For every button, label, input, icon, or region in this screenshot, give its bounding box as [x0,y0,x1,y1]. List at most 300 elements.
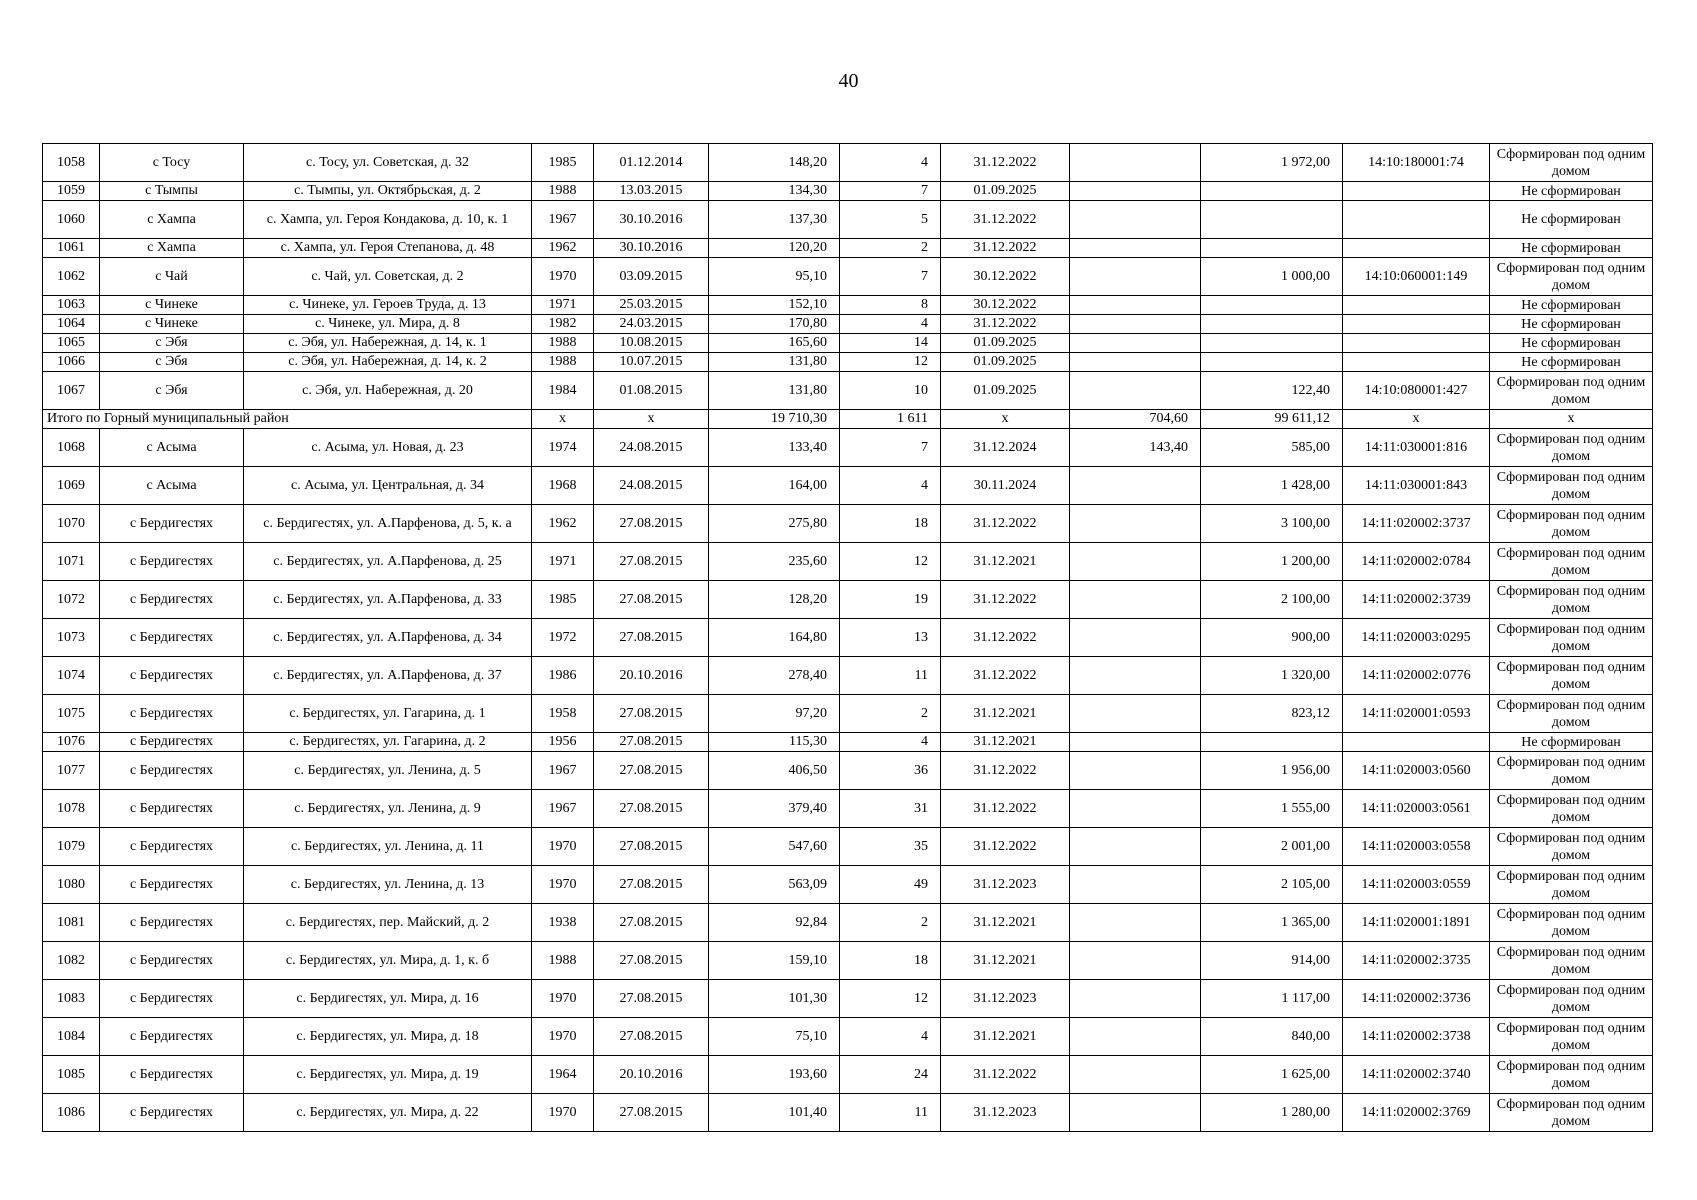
cell-status: Сформирован под одним домом [1490,1056,1653,1094]
cell-address: с. Асыма, ул. Центральная, д. 34 [244,467,532,505]
cell-year: 1970 [532,980,594,1018]
cell-deadline: 31.12.2022 [941,201,1070,239]
housing-registry-table [42,143,1653,1132]
cell-settlement: с Бердигестях [100,1018,244,1056]
cell-settlement: с Эбя [100,334,244,353]
cell-year: 1967 [532,201,594,239]
table-row [43,581,1653,619]
cell-number: 1084 [43,1018,100,1056]
cell-cadastral-number: 14:11:020002:0784 [1343,543,1490,581]
cell-year: 1984 [532,372,594,410]
cell-area: 406,50 [709,752,840,790]
cell-residents: 4 [840,733,941,752]
table-row [43,543,1653,581]
cell-area: 92,84 [709,904,840,942]
cell-address: с. Чинеке, ул. Героев Труда, д. 13 [244,296,532,315]
cell-settlement: с Бердигестях [100,1056,244,1094]
cell-address: с. Чинеке, ул. Мира, д. 8 [244,315,532,334]
cell-amount-a [1070,790,1201,828]
cell-deadline: 31.12.2022 [941,752,1070,790]
cell-status: Сформирован под одним домом [1490,581,1653,619]
cell-number: 1069 [43,467,100,505]
cell-cadastral-number: 14:11:030001:816 [1343,429,1490,467]
table-row [43,695,1653,733]
cell-area: 101,30 [709,980,840,1018]
cell-deadline: 31.12.2021 [941,543,1070,581]
cell-deadline: 31.12.2021 [941,695,1070,733]
cell-year: 1970 [532,828,594,866]
cell-area: 235,60 [709,543,840,581]
cell-residents: 13 [840,619,941,657]
cell-status: Сформирован под одним домом [1490,866,1653,904]
cell-deadline: 31.12.2024 [941,429,1070,467]
cell-number: 1063 [43,296,100,315]
cell-settlement: с Чай [100,258,244,296]
cell-amount-b: 1 320,00 [1201,657,1343,695]
cell-residents: 4 [840,1018,941,1056]
cell-deadline: 31.12.2021 [941,904,1070,942]
cell-deadline: 30.12.2022 [941,258,1070,296]
cell-area: 128,20 [709,581,840,619]
cell-year: 1970 [532,1094,594,1132]
cell-year: 1970 [532,1018,594,1056]
cell-cadastral-number: 14:11:020002:0776 [1343,657,1490,695]
table-row [43,942,1653,980]
cell-cadastral-number [1343,334,1490,353]
cell-amount-b: 1 117,00 [1201,980,1343,1018]
cell-cadastral-number: 14:11:020002:3740 [1343,1056,1490,1094]
cell-deadline: 01.09.2025 [941,182,1070,201]
cell-number: 1059 [43,182,100,201]
cell-amount-b: 1 365,00 [1201,904,1343,942]
cell-date: 27.08.2015 [594,828,709,866]
cell-amount-b: 2 100,00 [1201,581,1343,619]
cell-area: 379,40 [709,790,840,828]
cell-date: 01.08.2015 [594,372,709,410]
cell-area: 133,40 [709,429,840,467]
table-row [43,657,1653,695]
cell-amount-b [1201,733,1343,752]
cell-settlement: с Бердигестях [100,942,244,980]
cell-address: с. Бердигестях, ул. А.Парфенова, д. 33 [244,581,532,619]
cell-amount-b: 823,12 [1201,695,1343,733]
cell-amount-a [1070,239,1201,258]
cell-amount-b [1201,239,1343,258]
cell-status: Не сформирован [1490,334,1653,353]
cell-amount-b: 585,00 [1201,429,1343,467]
cell-amount-a [1070,144,1201,182]
cell-date: 27.08.2015 [594,980,709,1018]
cell-amount-a [1070,353,1201,372]
cell-amount-b: 1 956,00 [1201,752,1343,790]
cell-number: 1086 [43,1094,100,1132]
cell-settlement: с Бердигестях [100,904,244,942]
cell-amount-b: 1 000,00 [1201,258,1343,296]
cell-year: 1938 [532,904,594,942]
cell-amount-a [1070,695,1201,733]
cell-status: Не сформирован [1490,239,1653,258]
cell-date: 27.08.2015 [594,866,709,904]
cell-status: Сформирован под одним домом [1490,372,1653,410]
cell-date: 27.08.2015 [594,505,709,543]
cell-status: Не сформирован [1490,182,1653,201]
cell-status: Сформирован под одним домом [1490,904,1653,942]
cell-amount-a [1070,581,1201,619]
cell-area: 19 710,30 [709,410,840,429]
cell-amount-a: 143,40 [1070,429,1201,467]
cell-deadline: 31.12.2022 [941,315,1070,334]
cell-residents: 11 [840,1094,941,1132]
cell-address: с. Асыма, ул. Новая, д. 23 [244,429,532,467]
cell-number: 1082 [43,942,100,980]
table-row [43,733,1653,752]
cell-deadline: 30.11.2024 [941,467,1070,505]
cell-date: 27.08.2015 [594,581,709,619]
cell-settlement: с Бердигестях [100,1094,244,1132]
cell-cadastral-number: 14:11:020003:0558 [1343,828,1490,866]
cell-amount-b: 3 100,00 [1201,505,1343,543]
cell-cadastral-number: 14:11:020002:3735 [1343,942,1490,980]
cell-amount-b: 840,00 [1201,1018,1343,1056]
cell-status: Сформирован под одним домом [1490,1094,1653,1132]
cell-residents: 4 [840,144,941,182]
cell-residents: 35 [840,828,941,866]
table-row [43,505,1653,543]
table-row [43,239,1653,258]
table-row [43,1056,1653,1094]
cell-date: 24.03.2015 [594,315,709,334]
cell-number: 1065 [43,334,100,353]
cell-number: 1076 [43,733,100,752]
cell-date: 27.08.2015 [594,904,709,942]
cell-deadline: 31.12.2022 [941,657,1070,695]
total-row [43,410,1653,429]
cell-amount-a: 704,60 [1070,410,1201,429]
page-number: 40 [838,70,859,92]
cell-cadastral-number [1343,201,1490,239]
cell-address: с. Бердигестях, ул. Мира, д. 19 [244,1056,532,1094]
table-row [43,790,1653,828]
cell-amount-a [1070,334,1201,353]
cell-date: 27.08.2015 [594,1018,709,1056]
cell-status: Сформирован под одним домом [1490,258,1653,296]
cell-year: 1958 [532,695,594,733]
cell-number: 1081 [43,904,100,942]
cell-area: 97,20 [709,695,840,733]
cell-number: 1085 [43,1056,100,1094]
cell-amount-b [1201,182,1343,201]
cell-status: Сформирован под одним домом [1490,695,1653,733]
cell-deadline: 01.09.2025 [941,353,1070,372]
cell-deadline: 31.12.2023 [941,866,1070,904]
cell-amount-b: 1 555,00 [1201,790,1343,828]
cell-date: 24.08.2015 [594,429,709,467]
cell-date: 27.08.2015 [594,1094,709,1132]
cell-date: 27.08.2015 [594,790,709,828]
cell-residents: 12 [840,543,941,581]
cell-number: 1075 [43,695,100,733]
cell-settlement: с Бердигестях [100,752,244,790]
cell-year: 1988 [532,334,594,353]
table-row [43,182,1653,201]
cell-status: Сформирован под одним домом [1490,828,1653,866]
cell-residents: 7 [840,182,941,201]
cell-area: 170,80 [709,315,840,334]
cell-deadline: 31.12.2023 [941,1094,1070,1132]
cell-year: 1956 [532,733,594,752]
cell-area: 152,10 [709,296,840,315]
cell-deadline: 30.12.2022 [941,296,1070,315]
cell-year: 1970 [532,866,594,904]
cell-date: 27.08.2015 [594,752,709,790]
cell-number: 1080 [43,866,100,904]
table-row [43,315,1653,334]
cell-status: Не сформирован [1490,201,1653,239]
cell-status: Сформирован под одним домом [1490,467,1653,505]
cell-status: Сформирован под одним домом [1490,505,1653,543]
cell-residents: 12 [840,980,941,1018]
cell-address: с. Эбя, ул. Набережная, д. 14, к. 1 [244,334,532,353]
cell-amount-b [1201,201,1343,239]
cell-number: 1073 [43,619,100,657]
cell-cadastral-number: 14:10:180001:74 [1343,144,1490,182]
cell-residents: 1 611 [840,410,941,429]
cell-deadline: 01.09.2025 [941,334,1070,353]
cell-area: 193,60 [709,1056,840,1094]
cell-year: 1985 [532,581,594,619]
cell-address: с. Бердигестях, пер. Майский, д. 2 [244,904,532,942]
cell-amount-a [1070,543,1201,581]
cell-residents: 4 [840,467,941,505]
cell-amount-b: 1 972,00 [1201,144,1343,182]
table-row [43,904,1653,942]
cell-residents: 4 [840,315,941,334]
cell-amount-a [1070,258,1201,296]
cell-settlement: с Бердигестях [100,866,244,904]
cell-area: 115,30 [709,733,840,752]
table-body [43,144,1653,1132]
cell-cadastral-number: 14:11:020002:3738 [1343,1018,1490,1056]
cell-date: 27.08.2015 [594,733,709,752]
table-row [43,296,1653,315]
cell-address: с. Хампа, ул. Героя Кондакова, д. 10, к. 1 [244,201,532,239]
cell-status: Сформирован под одним домом [1490,657,1653,695]
cell-deadline: 31.12.2022 [941,144,1070,182]
cell-number: 1079 [43,828,100,866]
cell-deadline: 31.12.2021 [941,1018,1070,1056]
cell-address: с. Хампа, ул. Героя Степанова, д. 48 [244,239,532,258]
cell-amount-a [1070,828,1201,866]
cell-date: 30.10.2016 [594,201,709,239]
cell-residents: 2 [840,239,941,258]
cell-area: 131,80 [709,372,840,410]
cell-amount-b: 914,00 [1201,942,1343,980]
cell-cadastral-number: 14:11:020003:0560 [1343,752,1490,790]
cell-cadastral-number [1343,315,1490,334]
cell-residents: 5 [840,201,941,239]
cell-settlement: с Асыма [100,429,244,467]
cell-amount-b [1201,353,1343,372]
cell-amount-a [1070,657,1201,695]
cell-date: 24.08.2015 [594,467,709,505]
cell-settlement: с Асыма [100,467,244,505]
cell-settlement: с Бердигестях [100,581,244,619]
cell-year: 1988 [532,182,594,201]
cell-area: 275,80 [709,505,840,543]
cell-address: с. Тосу, ул. Советская, д. 32 [244,144,532,182]
cell-address: с. Бердигестях, ул. Мира, д. 18 [244,1018,532,1056]
cell-status: Не сформирован [1490,296,1653,315]
cell-amount-a [1070,942,1201,980]
cell-settlement: с Бердигестях [100,790,244,828]
cell-residents: 18 [840,942,941,980]
cell-number: 1071 [43,543,100,581]
table-row [43,353,1653,372]
cell-year: 1962 [532,505,594,543]
cell-area: 75,10 [709,1018,840,1056]
cell-area: 95,10 [709,258,840,296]
cell-year: 1971 [532,543,594,581]
cell-year: 1964 [532,1056,594,1094]
cell-year: 1985 [532,144,594,182]
table-row [43,1018,1653,1056]
cell-settlement: с Хампа [100,201,244,239]
cell-settlement: с Бердигестях [100,695,244,733]
cell-cadastral-number: 14:11:020001:0593 [1343,695,1490,733]
cell-settlement: с Чинеке [100,315,244,334]
cell-amount-a [1070,182,1201,201]
cell-deadline: 31.12.2022 [941,828,1070,866]
cell-cadastral-number: 14:11:020002:3739 [1343,581,1490,619]
cell-date: 27.08.2015 [594,942,709,980]
cell-settlement: с Чинеке [100,296,244,315]
cell-amount-b: 1 625,00 [1201,1056,1343,1094]
cell-date: 27.08.2015 [594,619,709,657]
cell-settlement: с Бердигестях [100,733,244,752]
cell-deadline: 31.12.2022 [941,1056,1070,1094]
cell-amount-b [1201,334,1343,353]
cell-residents: 19 [840,581,941,619]
cell-area: 101,40 [709,1094,840,1132]
cell-date: 30.10.2016 [594,239,709,258]
cell-settlement: с Эбя [100,353,244,372]
cell-address: с. Бердигестях, ул. Мира, д. 1, к. б [244,942,532,980]
cell-cadastral-number: 14:11:020002:3736 [1343,980,1490,1018]
cell-address: с. Бердигестях, ул. Ленина, д. 9 [244,790,532,828]
cell-address: с. Бердигестях, ул. Ленина, д. 11 [244,828,532,866]
cell-residents: 14 [840,334,941,353]
cell-status: Сформирован под одним домом [1490,144,1653,182]
cell-area: 131,80 [709,353,840,372]
cell-year: x [532,410,594,429]
cell-year: 1967 [532,790,594,828]
cell-address: с. Эбя, ул. Набережная, д. 14, к. 2 [244,353,532,372]
cell-address: с. Бердигестях, ул. А.Парфенова, д. 34 [244,619,532,657]
cell-residents: 36 [840,752,941,790]
cell-settlement: с Бердигестях [100,980,244,1018]
cell-deadline: 31.12.2022 [941,581,1070,619]
cell-amount-a [1070,1056,1201,1094]
table-row [43,619,1653,657]
cell-amount-b: 2 105,00 [1201,866,1343,904]
table-row [43,201,1653,239]
cell-status: Сформирован под одним домом [1490,942,1653,980]
cell-area: 278,40 [709,657,840,695]
cell-year: 1967 [532,752,594,790]
cell-amount-b [1201,296,1343,315]
cell-amount-b: 99 611,12 [1201,410,1343,429]
cell-status: Сформирован под одним домом [1490,752,1653,790]
cell-settlement: с Эбя [100,372,244,410]
cell-address: с. Бердигестях, ул. Мира, д. 16 [244,980,532,1018]
cell-area: 165,60 [709,334,840,353]
cell-year: 1986 [532,657,594,695]
cell-year: 1972 [532,619,594,657]
cell-deadline: 01.09.2025 [941,372,1070,410]
cell-area: 547,60 [709,828,840,866]
cell-amount-a [1070,904,1201,942]
cell-area: 563,09 [709,866,840,904]
cell-amount-a [1070,296,1201,315]
table-row [43,866,1653,904]
cell-deadline: 31.12.2021 [941,733,1070,752]
cell-year: 1971 [532,296,594,315]
cell-deadline: 31.12.2022 [941,790,1070,828]
cell-address: с. Бердигестях, ул. А.Парфенова, д. 25 [244,543,532,581]
cell-amount-b: 1 428,00 [1201,467,1343,505]
cell-residents: 49 [840,866,941,904]
cell-amount-a [1070,467,1201,505]
table-row [43,258,1653,296]
cell-address: с. Бердигестях, ул. Ленина, д. 13 [244,866,532,904]
cell-settlement: с Хампа [100,239,244,258]
cell-date: 10.07.2015 [594,353,709,372]
table-row [43,828,1653,866]
cell-status: Сформирован под одним домом [1490,429,1653,467]
cell-cadastral-number: 14:11:020003:0559 [1343,866,1490,904]
cell-number: 1062 [43,258,100,296]
cell-year: 1988 [532,353,594,372]
cell-number: 1078 [43,790,100,828]
cell-cadastral-number: 14:10:060001:149 [1343,258,1490,296]
cell-settlement: с Бердигестях [100,828,244,866]
cell-status: Не сформирован [1490,733,1653,752]
cell-amount-a [1070,505,1201,543]
cell-area: 137,30 [709,201,840,239]
cell-amount-a [1070,619,1201,657]
cell-number: 1083 [43,980,100,1018]
cell-deadline: 31.12.2022 [941,505,1070,543]
cell-cadastral-number [1343,733,1490,752]
cell-number: 1066 [43,353,100,372]
cell-address: с. Тымпы, ул. Октябрьская, д. 2 [244,182,532,201]
cell-amount-b: 900,00 [1201,619,1343,657]
cell-date: 13.03.2015 [594,182,709,201]
cell-cadastral-number: 14:11:020003:0561 [1343,790,1490,828]
cell-status: Сформирован под одним домом [1490,619,1653,657]
cell-amount-a [1070,372,1201,410]
cell-amount-a [1070,752,1201,790]
cell-area: 164,00 [709,467,840,505]
cell-address: с. Бердигестях, ул. Гагарина, д. 2 [244,733,532,752]
cell-number: 1068 [43,429,100,467]
cell-year: 1988 [532,942,594,980]
cell-date: 27.08.2015 [594,695,709,733]
cell-status: Сформирован под одним домом [1490,980,1653,1018]
cell-number: 1070 [43,505,100,543]
cell-deadline: x [941,410,1070,429]
cell-number: 1067 [43,372,100,410]
